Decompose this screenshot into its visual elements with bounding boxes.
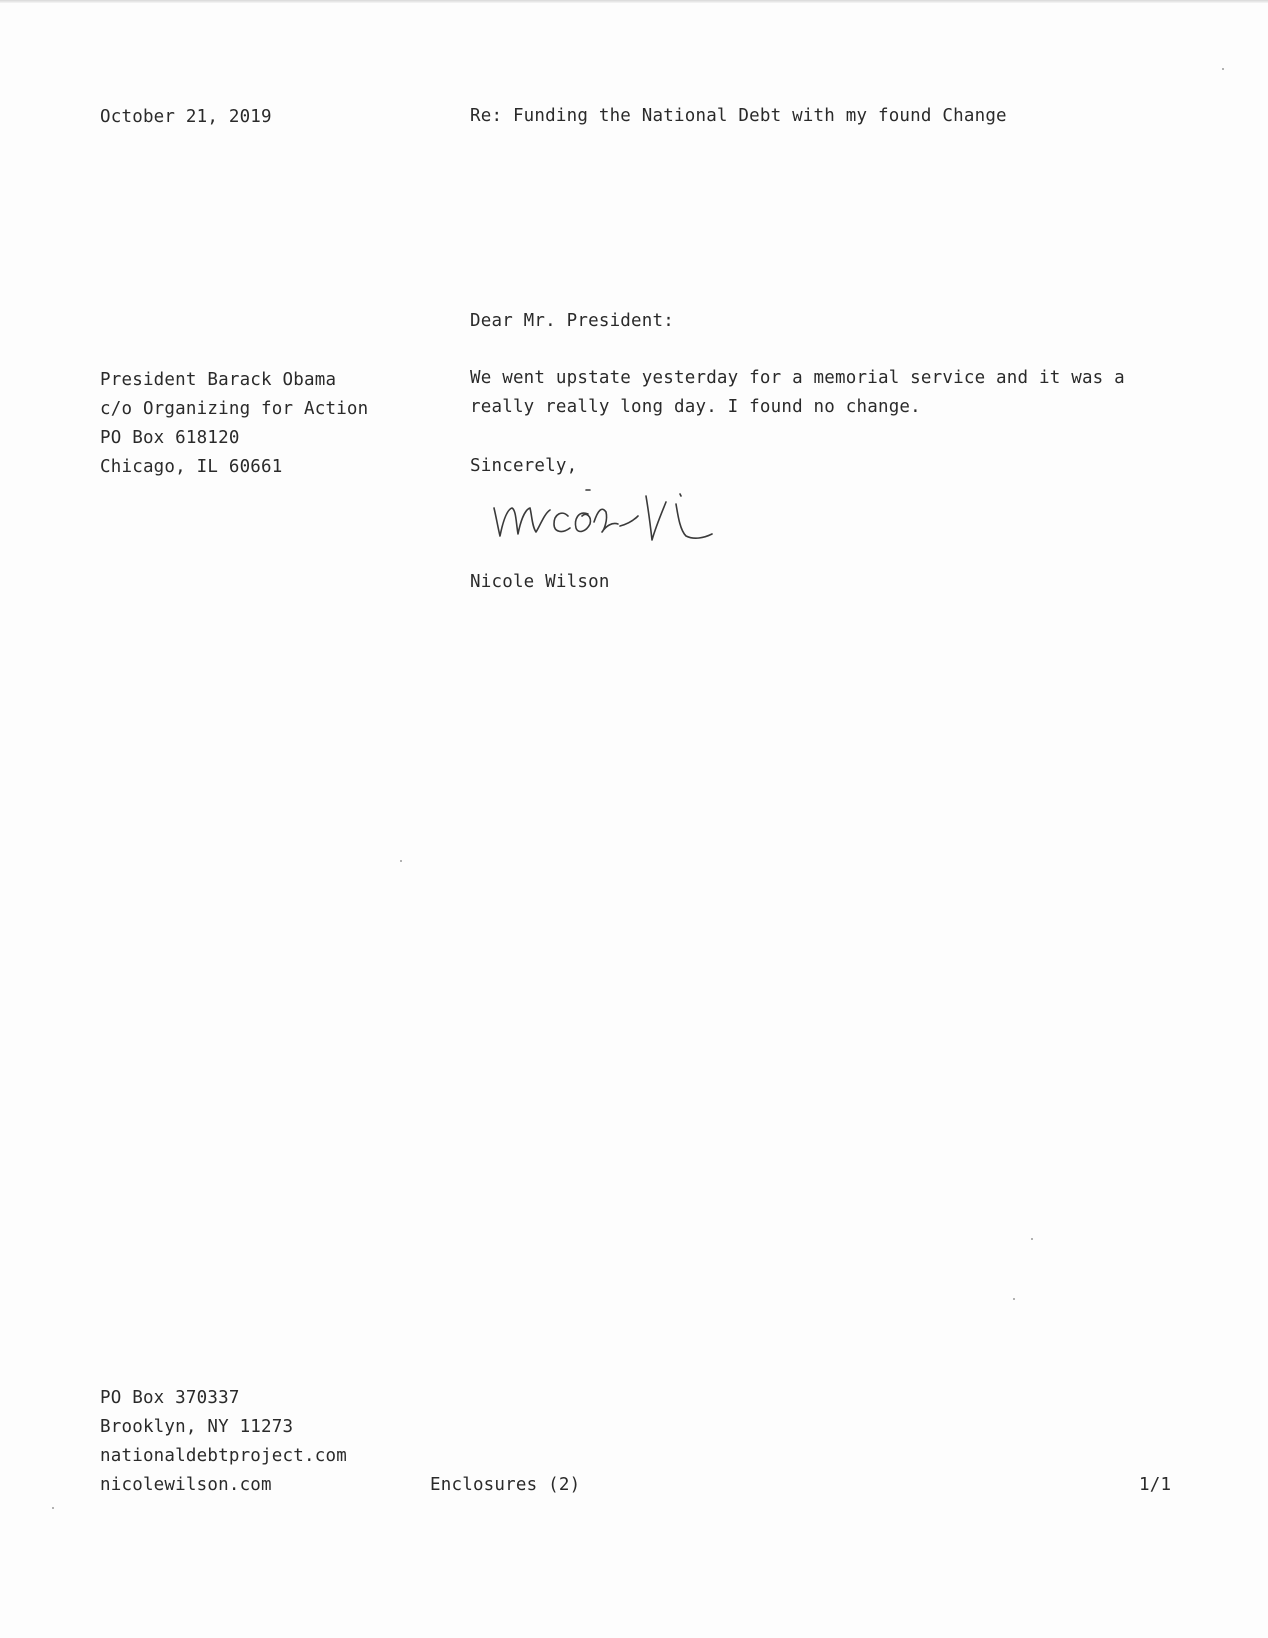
sender-website: nicolewilson.com [100,1475,272,1495]
signer-name: Nicole Wilson [470,572,610,592]
sender-line: Brooklyn, NY 11273 [100,1417,294,1437]
salutation: Dear Mr. President: [470,311,674,331]
scan-speck [1222,68,1224,70]
recipient-line: Chicago, IL 60661 [100,457,283,477]
letter-subject: Re: Funding the National Debt with my found Change [470,106,1007,126]
sender-address [100,1384,347,1500]
scan-speck [52,1507,54,1509]
sender-website: nationaldebtproject.com [100,1446,347,1466]
recipient-line: PO Box 618120 [100,428,240,448]
body-line: We went upstate yesterday for a memorial service and it was a [470,368,1125,388]
sender-line: PO Box 370337 [100,1388,240,1408]
letter-date: October 21, 2019 [100,107,272,127]
recipient-line: President Barack Obama [100,370,337,390]
scan-speck [1013,1298,1015,1300]
letter-body [470,364,1125,422]
body-line: really really long day. I found no change. [470,397,921,417]
page-number: 1/1 [1139,1475,1172,1495]
recipient-address [100,366,368,482]
enclosures-note: Enclosures (2) [430,1475,581,1495]
scan-top-edge [0,0,1268,3]
handwritten-signature [490,486,740,552]
recipient-line: c/o Organizing for Action [100,399,369,419]
scan-speck [1031,1238,1033,1240]
scan-speck [400,860,402,862]
closing: Sincerely, [470,456,578,476]
